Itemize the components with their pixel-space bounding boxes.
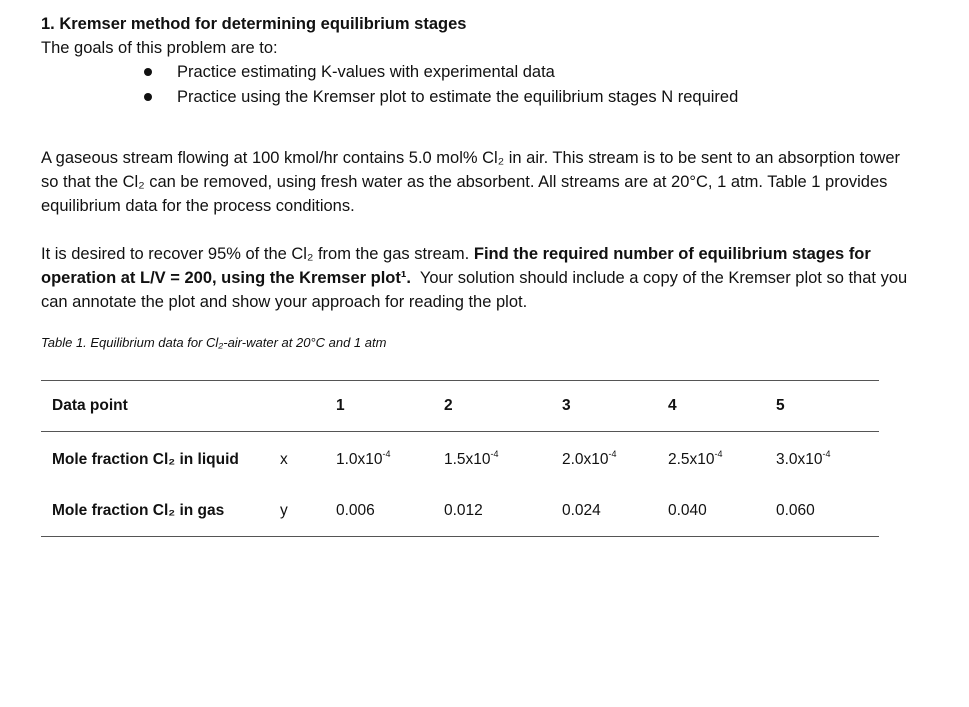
goal-item: Practice estimating K-values with experimental data	[41, 60, 921, 85]
header-cell: 2	[444, 381, 562, 432]
header-cell: 5	[776, 381, 879, 432]
header-cell: 3	[562, 381, 668, 432]
header-cell: 4	[668, 381, 776, 432]
table-cell: 0.006	[336, 486, 444, 537]
row-label: Mole fraction Cl₂ in gas	[41, 486, 280, 537]
table-row	[41, 432, 879, 487]
header-label: Data point	[41, 381, 280, 432]
task-statement: It is desired to recover 95% of the Cl₂ from the gas stream. Find the required number of equilibrium stages for operation at L/V = 200, using the Kremser plot¹. Your solution should include a copy of the Kremser plot so that you can annotate the plot and show your approach for reading the plot.	[41, 245, 908, 311]
row-label: Mole fraction Cl₂ in liquid	[52, 451, 239, 468]
table-cell: $3.0x10^{-4}$	[776, 449, 831, 468]
table-cell: 0.024	[562, 486, 668, 537]
bullet-icon	[144, 93, 152, 101]
problem-document	[41, 12, 921, 365]
goals-list	[41, 60, 921, 110]
table-header-row	[41, 381, 879, 432]
problem-title: 1. Kremser method for determining equilibrium stages	[41, 15, 467, 33]
task-emphasis: Find the required number of equilibrium stages for operation at L/V = 200, using the Kremser plot¹.	[41, 245, 871, 287]
table-cell: $2.0x10^{-4}$	[562, 449, 617, 468]
table-caption: Table 1. Equilibrium data for Cl₂-air-water at 20°C and 1 atm	[41, 335, 387, 350]
variable-symbol: y	[280, 486, 336, 537]
table-cell: $1.5x10^{-4}$	[444, 449, 499, 468]
table-cell: 0.040	[668, 486, 776, 537]
table-cell: 0.060	[776, 486, 879, 537]
table-cell: $2.5x10^{-4}$	[668, 449, 723, 468]
equilibrium-data-table	[41, 380, 879, 537]
table-cell: 0.012	[444, 486, 562, 537]
header-cell: 1	[336, 381, 444, 432]
goal-item: Practice using the Kremser plot to estimate the equilibrium stages N required	[41, 85, 921, 110]
problem-statement: A gaseous stream flowing at 100 kmol/hr contains 5.0 mol% Cl₂ in air. This stream is to be sent to an absorption tower so that the Cl₂ can be removed, using fresh water as the absorbent. All streams are at 20°C, 1 atm. Table 1 provides equilibrium data for the process conditions.	[41, 149, 901, 215]
variable-symbol: x	[280, 451, 288, 468]
table-row	[41, 486, 879, 537]
bullet-icon	[144, 68, 152, 76]
table-cell: $1.0x10^{-4}$	[336, 449, 391, 468]
goals-intro: The goals of this problem are to:	[41, 39, 278, 57]
